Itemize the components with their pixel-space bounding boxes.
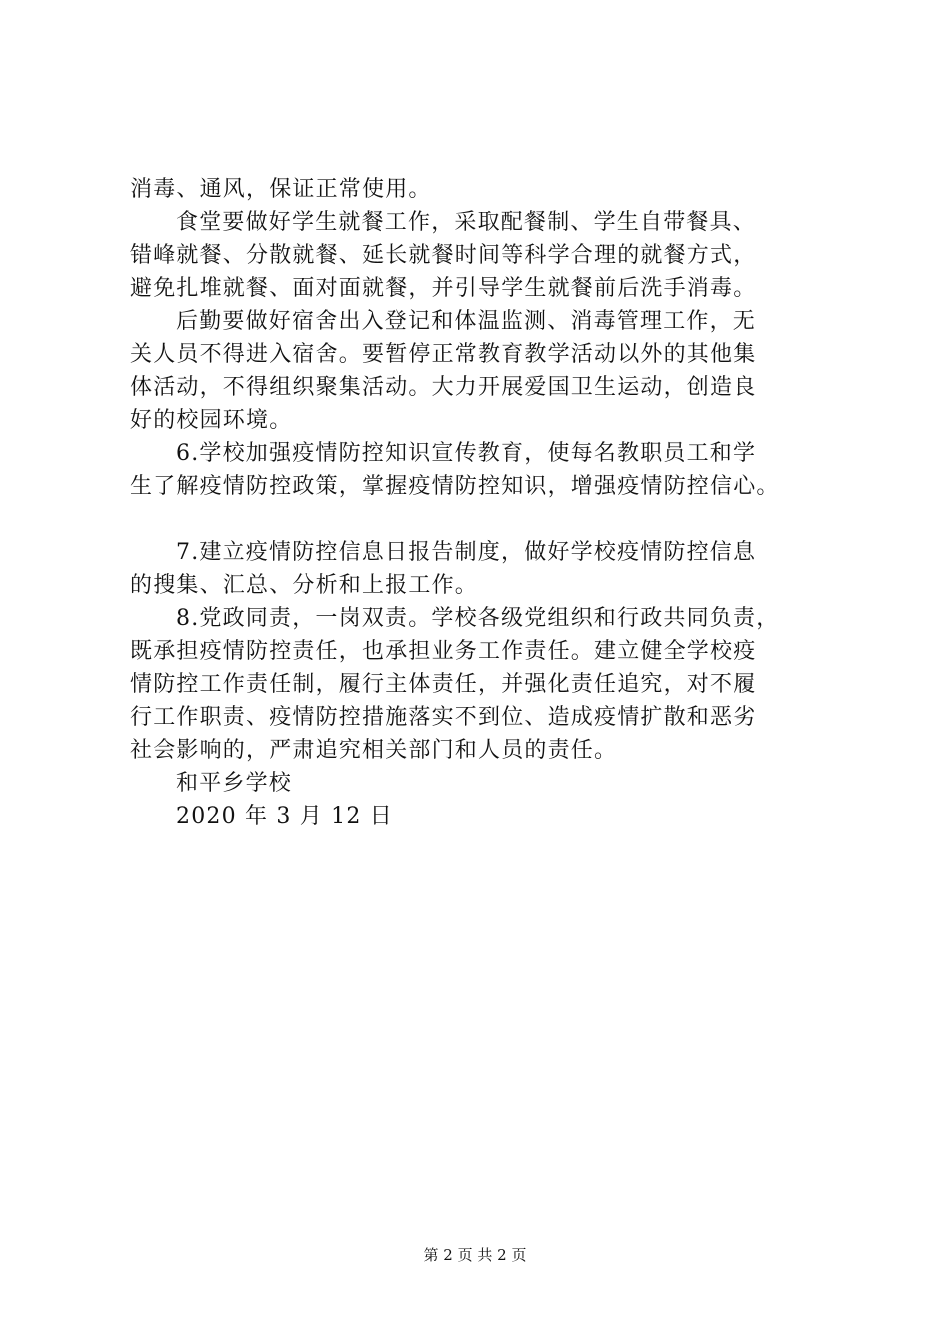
text-line: 7.建立疫情防控信息日报告制度，做好学校疫情防控信息 bbox=[176, 540, 757, 565]
text-line: 好的校园环境。 bbox=[130, 408, 293, 433]
text-line: 食堂要做好学生就餐工作，采取配餐制、学生自带餐具、 bbox=[176, 210, 757, 235]
text-line: 错峰就餐、分散就餐、延长就餐时间等科学合理的就餐方式， bbox=[130, 243, 757, 268]
text-line: 6.学校加强疫情防控知识宣传教育，使每名教职员工和学 bbox=[176, 441, 757, 466]
text-line: 消毒、通风，保证正常使用。 bbox=[130, 177, 432, 202]
page-footer: 第 2 页 共 2 页 bbox=[423, 1246, 527, 1264]
text-line: 避免扎堆就餐、面对面就餐，并引导学生就餐前后洗手消毒。 bbox=[130, 276, 757, 301]
signature-organization: 和平乡学校 bbox=[176, 771, 293, 796]
text-line: 体活动，不得组织聚集活动。大力开展爱国卫生运动，创造良 bbox=[130, 375, 757, 400]
blank-line bbox=[130, 503, 850, 536]
document-body bbox=[130, 173, 850, 833]
signature-date: 2020 年 3 月 12 日 bbox=[176, 804, 393, 829]
text-line: 后勤要做好宿舍出入登记和体温监测、消毒管理工作，无 bbox=[176, 309, 757, 334]
text-line: 社会影响的，严肃追究相关部门和人员的责任。 bbox=[130, 738, 618, 763]
text-line: 8.党政同责，一岗双责。学校各级党组织和行政共同负责， bbox=[176, 606, 780, 631]
text-line: 关人员不得进入宿舍。要暂停正常教育教学活动以外的其他集 bbox=[130, 342, 757, 367]
text-line: 生了解疫情防控政策，掌握疫情防控知识，增强疫情防控信心。 bbox=[130, 474, 780, 499]
text-line: 情防控工作责任制，履行主体责任，并强化责任追究，对不履 bbox=[130, 672, 757, 697]
text-line: 行工作职责、疫情防控措施落实不到位、造成疫情扩散和恶劣 bbox=[130, 705, 757, 730]
text-line: 既承担疫情防控责任，也承担业务工作责任。建立健全学校疫 bbox=[130, 639, 757, 664]
text-line: 的搜集、汇总、分析和上报工作。 bbox=[130, 573, 479, 598]
